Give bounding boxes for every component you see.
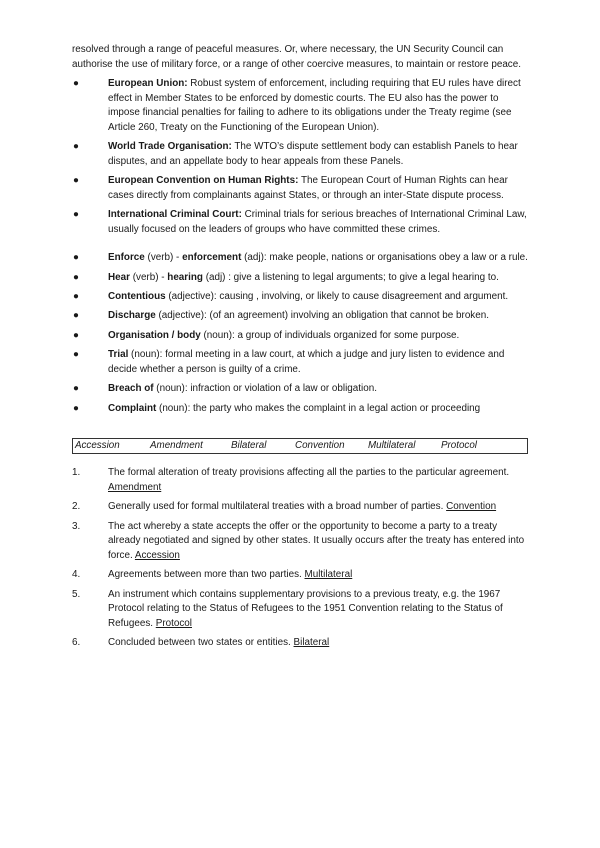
exercise-item xyxy=(72,500,528,515)
keyword: Bilateral xyxy=(231,439,267,451)
answer: Multilateral xyxy=(304,569,353,581)
bullet-icon: ● xyxy=(73,310,79,322)
definition: (noun): formal meeting in a law court, at which a judge and jury listen to evidence and decide whether a person is guilty of a crime. xyxy=(108,349,505,375)
answer: Convention xyxy=(446,501,497,513)
list-item xyxy=(72,208,528,237)
keyword: Convention xyxy=(295,439,345,451)
glossary-item xyxy=(72,271,528,286)
intro-paragraph: resolved through a range of peaceful measures. Or, where necessary, the UN Security Council can authorise the use of military force, or a range of other coercive measures, to maintain or restore peace. xyxy=(72,44,521,70)
glossary-item xyxy=(72,309,528,324)
glossary-item xyxy=(72,290,528,305)
term: Breach of xyxy=(108,383,154,395)
exercise-item xyxy=(72,466,528,495)
list-item xyxy=(72,140,528,169)
item-number: 5. xyxy=(72,588,81,600)
glossary-item xyxy=(72,348,528,377)
list-item xyxy=(72,77,528,135)
glossary-item xyxy=(72,402,528,417)
item-number: 1. xyxy=(72,467,81,479)
term: Contentious xyxy=(108,291,166,303)
term: World Trade Organisation: xyxy=(108,141,232,153)
term: International Criminal Court: xyxy=(108,209,242,221)
exercise-item xyxy=(72,568,528,583)
glossary-item xyxy=(72,251,528,266)
exercise-item xyxy=(72,520,528,564)
term-secondary: hearing xyxy=(167,271,203,283)
definition: (noun): infraction or violation of a law or obligation. xyxy=(153,383,377,395)
list-item xyxy=(72,174,528,203)
term: Complaint xyxy=(108,402,157,414)
term: Enforce xyxy=(108,252,145,264)
term: Discharge xyxy=(108,310,156,322)
bullet-icon: ● xyxy=(73,271,79,283)
description: Robust system of enforcement, including requiring that EU rules have direct effect in Member States to be enforced by domestic courts. The EU also has the power to impose financial penalties for failing to adhere to its obligations under the Treaty regime (see Article 260, Treaty on the Functioning of the European Union). xyxy=(108,77,521,133)
bullet-icon: ● xyxy=(73,402,79,414)
term: European Convention on Human Rights: xyxy=(108,175,299,187)
definition: (noun): the party who makes the complaint in a legal action or proceeding xyxy=(156,402,481,414)
bullet-icon: ● xyxy=(73,329,79,341)
item-text: The formal alteration of treaty provisions affecting all the parties to the particular agreement. xyxy=(108,467,510,479)
answer: Bilateral xyxy=(293,637,330,649)
term: Hear xyxy=(108,271,130,283)
term-secondary: enforcement xyxy=(182,252,242,264)
item-number: 3. xyxy=(72,520,81,532)
definition: (adj) : give a listening to legal arguments; to give a legal hearing to. xyxy=(202,271,499,283)
item-text: Agreements between more than two parties. xyxy=(108,569,305,581)
term: European Union: xyxy=(108,77,188,89)
item-number: 2. xyxy=(72,501,81,513)
keyword: Amendment xyxy=(150,439,203,451)
term: Organisation / body xyxy=(108,329,201,341)
definition: (adj): make people, nations or organisations obey a law or a rule. xyxy=(241,252,528,264)
description: The WTO’s dispute settlement body can establish Panels to hear disputes, and an appellate body to hear appeals from these Panels. xyxy=(108,141,518,167)
definition: (adjective): causing , involving, or likely to cause disagreement and argument. xyxy=(165,291,509,303)
bullet-icon: ● xyxy=(73,77,79,89)
answer: Amendment xyxy=(108,481,162,493)
keyword: Multilateral xyxy=(368,439,416,451)
bullet-icon: ● xyxy=(73,291,79,303)
item-text: Generally used for formal multilateral treaties with a broad number of parties. xyxy=(108,501,447,513)
definition: (noun): a group of individuals organized for some purpose. xyxy=(200,329,460,341)
bullet-icon: ● xyxy=(73,141,79,153)
bullet-icon: ● xyxy=(73,383,79,395)
answer: Accession xyxy=(134,549,180,561)
item-number: 6. xyxy=(72,637,81,649)
item-text: Concluded between two states or entities. xyxy=(108,637,294,649)
bullet-icon: ● xyxy=(73,349,79,361)
bullet-icon: ● xyxy=(73,175,79,187)
term-connector: (verb) - xyxy=(144,252,183,264)
term: Trial xyxy=(108,349,129,361)
exercise-item xyxy=(72,588,528,632)
description: The European Court of Human Rights can hear cases directly from complainants against States, or through an inter-State dispute process. xyxy=(108,175,508,201)
keyword-box xyxy=(72,438,528,454)
definition: (adjective): (of an agreement) involving an obligation that cannot be broken. xyxy=(155,310,489,322)
answer: Protocol xyxy=(155,617,192,629)
exercise-item xyxy=(72,636,528,651)
term-connector: (verb) - xyxy=(129,271,168,283)
description: Criminal trials for serious breaches of International Criminal Law, usually focused on the leaders of groups who have committed these crimes. xyxy=(108,209,527,235)
keyword: Accession xyxy=(75,439,120,451)
bullet-icon: ● xyxy=(73,252,79,264)
item-number: 4. xyxy=(72,569,81,581)
item-text: An instrument which contains supplementary provisions to a previous treaty, e.g. the 1967 Protocol relating to the Status of Refugees to the 1951 Convention relating to the Status of Refugees. xyxy=(108,588,503,629)
bullet-icon: ● xyxy=(73,209,79,221)
glossary-item xyxy=(72,382,528,397)
keyword: Protocol xyxy=(441,439,477,451)
item-text: The act whereby a state accepts the offer or the opportunity to become a party to a treaty already negotiated and signed by other states. It usually occurs after the treaty has entered into force. xyxy=(108,520,525,561)
glossary-item xyxy=(72,329,528,344)
